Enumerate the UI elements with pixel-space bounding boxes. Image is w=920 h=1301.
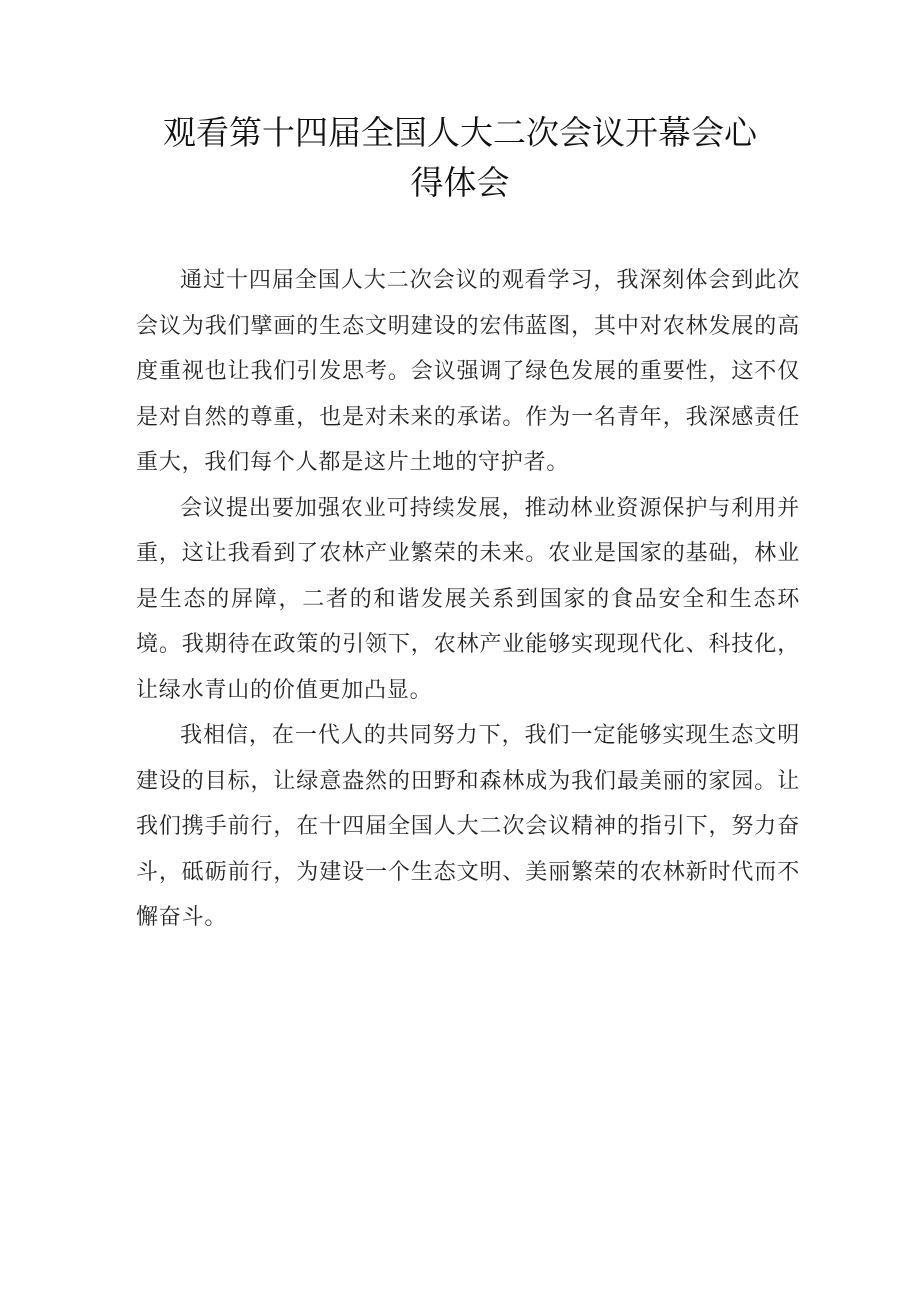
document-title xyxy=(100,108,820,208)
paragraph-3: 我相信，在一代人的共同努力下，我们一定能够实现生态文明建设的目标，让绿意盎然的田野和森林成为我们最美丽的家园。让我们携手前行，在十四届全国人大二次会议精神的指引下，努力奋斗，砥砺前行，为建设一个生态文明、美丽繁荣的农林新时代而不懈奋斗。 xyxy=(136,723,800,930)
title-line-1: 观看第十四届全国人大二次会议开幕会心 xyxy=(163,113,757,152)
document-body xyxy=(136,258,800,941)
paragraph-2: 会议提出要加强农业可持续发展，推动林业资源保护与利用并重，这让我看到了农林产业繁荣的未来。农业是国家的基础，林业是生态的屏障，二者的和谐发展关系到国家的食品安全和生态环境。我期待在政策的引领下，农林产业能够实现现代化、科技化，让绿水青山的价值更加凸显。 xyxy=(136,495,800,703)
paragraph-1: 通过十四届全国人大二次会议的观看学习，我深刻体会到此次会议为我们擘画的生态文明建设的宏伟蓝图，其中对农林发展的高度重视也让我们引发思考。会议强调了绿色发展的重要性，这不仅是对自然的尊重，也是对未来的承诺。作为一名青年，我深感责任重大，我们每个人都是这片土地的守护者。 xyxy=(136,268,800,475)
title-line-2: 得体会 xyxy=(410,163,510,202)
